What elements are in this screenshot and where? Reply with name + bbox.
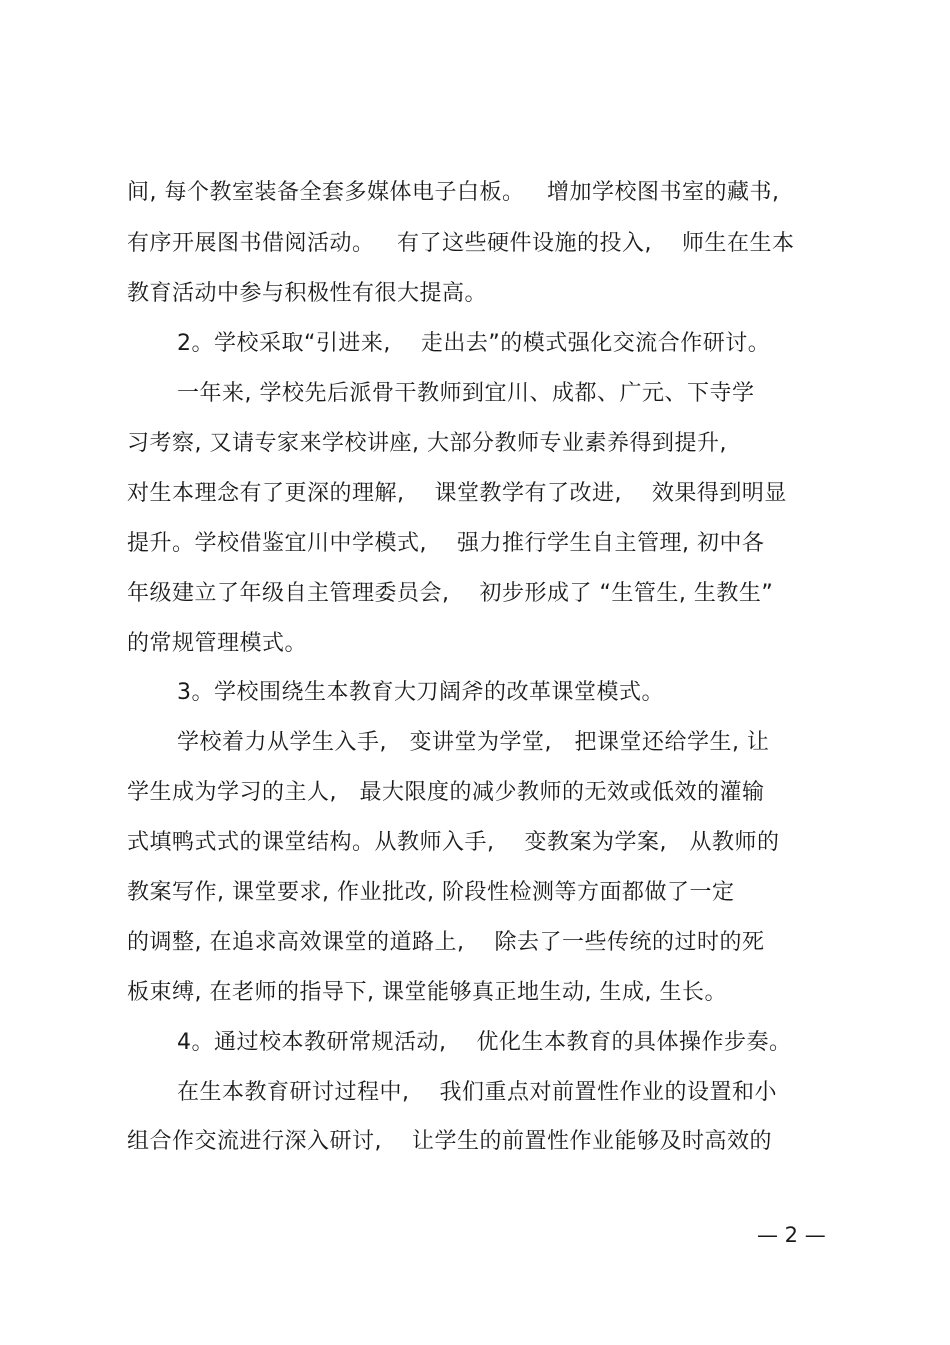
text-line: 有序开展图书借阅活动。 有了这些硬件设施的投入, 师生在生本 xyxy=(127,231,795,256)
text-line: 的调整, 在追求高效课堂的道路上, 除去了一些传统的过时的死 xyxy=(127,930,765,955)
text-line: 对生本理念有了更深的理解, 课堂教学有了改进, 效果得到明显 xyxy=(127,481,787,506)
text-line: 间, 每个教室装备全套多媒体电子白板。 增加学校图书室的藏书, xyxy=(127,180,780,205)
text-line: 一年来, 学校先后派骨干教师到宜川、成都、广元、下寺学 xyxy=(177,381,755,406)
text-line: 板束缚, 在老师的指导下, 课堂能够真正地生动, 生成, 生长。 xyxy=(127,980,727,1005)
text-line: 4。通过校本教研常规活动, 优化生本教育的具体操作步奏。 xyxy=(177,1030,792,1055)
text-line: 提升。学校借鉴宜川中学模式, 强力推行学生自主管理, 初中各 xyxy=(127,531,765,556)
text-line: 式填鸭式式的课堂结构。从教师入手, 变教案为学案, 从教师的 xyxy=(127,830,780,855)
text-line: 学校着力从学生入手, 变讲堂为学堂, 把课堂还给学生, 让 xyxy=(177,730,770,755)
text-line: 学生成为学习的主人, 最大限度的减少教师的无效或低效的灌输 xyxy=(127,780,765,805)
text-line: 的常规管理模式。 xyxy=(127,631,308,656)
text-line: 教案写作, 课堂要求, 作业批改, 阶段性检测等方面都做了一定 xyxy=(127,880,735,905)
text-line: 组合作交流进行深入研讨, 让学生的前置性作业能够及时高效的 xyxy=(127,1129,772,1154)
text-line: 3。学校围绕生本教育大刀阔斧的改革课堂模式。 xyxy=(177,680,664,705)
text-line: 年级建立了年级自主管理委员会, 初步形成了 “生管生, 生教生” xyxy=(127,581,774,606)
page-number: — 2 — xyxy=(757,1223,826,1247)
text-line: 教育活动中参与积极性有很大提高。 xyxy=(127,281,488,306)
text-line: 习考察, 又请专家来学校讲座, 大部分教师专业素养得到提升, xyxy=(127,431,727,456)
text-line: 2。学校采取“引进来, 走出去”的模式强化交流合作研讨。 xyxy=(177,331,771,356)
text-line: 在生本教育研讨过程中, 我们重点对前置性作业的设置和小 xyxy=(177,1080,777,1105)
